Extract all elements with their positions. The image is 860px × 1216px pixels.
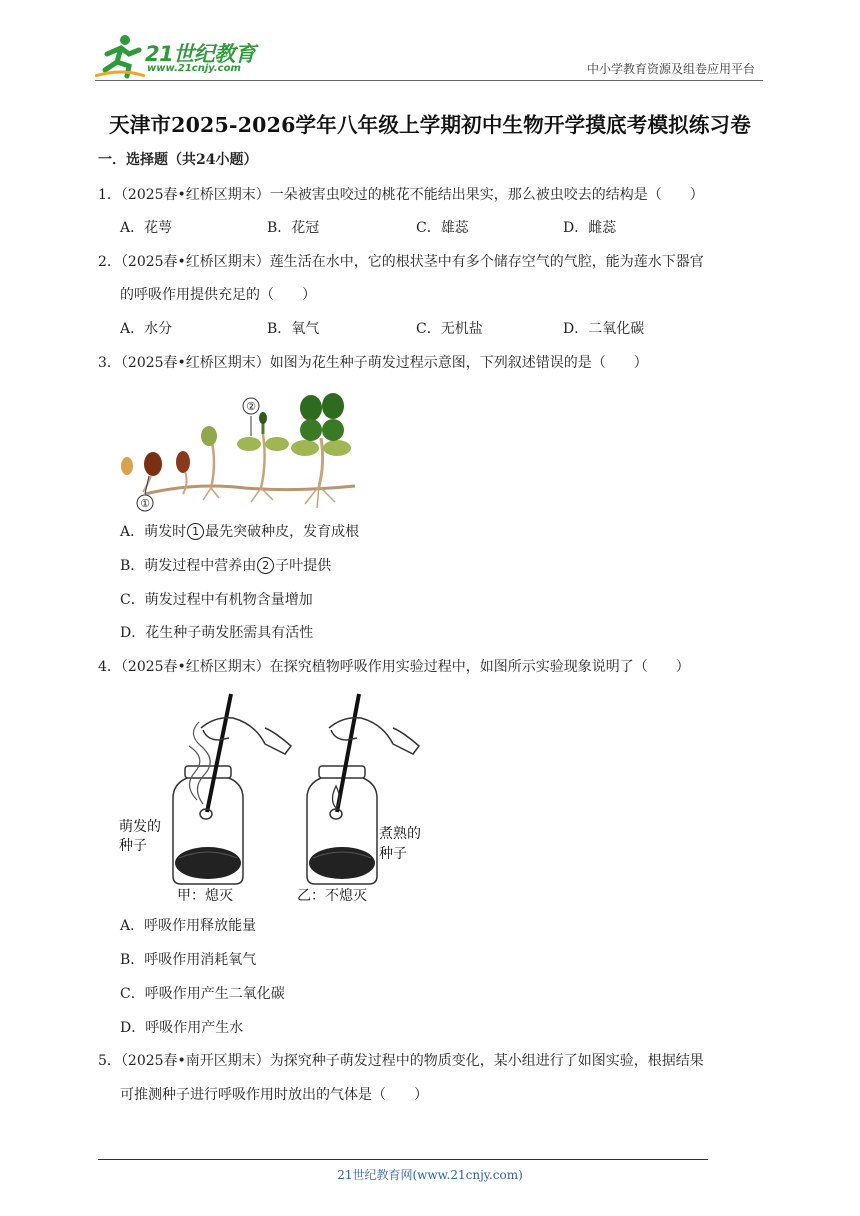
jar-left <box>173 766 243 884</box>
question-number: 5． <box>98 1053 121 1069</box>
question-number: 2． <box>98 254 121 270</box>
seed-stage-2 <box>144 452 162 476</box>
option-c: C．雄蕊 <box>416 220 469 236</box>
question-4 <box>98 657 690 677</box>
option-text: 最先突破种皮，发育成根 <box>205 524 360 540</box>
logo-text: 21世纪教育 <box>145 42 256 66</box>
option-a: A．花萼 <box>120 220 173 236</box>
option-c: C．萌发过程中有机物含量增加 <box>120 592 313 608</box>
figure-label-1: ① <box>140 497 150 510</box>
respiration-experiment-figure <box>115 688 435 906</box>
option-b: B．氧气 <box>267 321 320 337</box>
question-3 <box>98 353 648 373</box>
option-d: D．呼吸作用产生水 <box>120 1020 244 1036</box>
question-text: （2025春•红桥区期末）如图为花生种子萌发过程示意图，下列叙述错误的是（ ） <box>120 355 648 371</box>
platform-name: 中小学教育资源及组卷应用平台 <box>586 62 755 76</box>
question-text: （2025春•红桥区期末）一朵被害虫咬过的桃花不能结出果实，那么被虫咬去的结构是（ ） <box>120 187 704 203</box>
option-a: A．呼吸作用释放能量 <box>120 918 257 934</box>
question-1 <box>98 185 704 205</box>
question-2 <box>98 252 704 272</box>
left-seed-label-2: 种子 <box>119 838 147 854</box>
option-text: B．萌发过程中营养由 <box>120 558 257 574</box>
question-5 <box>98 1051 704 1071</box>
marker-circle-2: 2 <box>257 557 274 574</box>
option-text: 子叶提供 <box>275 558 332 574</box>
right-seed-label-1: 煮熟的 <box>379 826 421 842</box>
option-b: B．呼吸作用消耗氧气 <box>120 952 257 968</box>
figure-label-2: ② <box>246 400 256 413</box>
section-heading: 一．选择题（共24小题） <box>98 152 258 168</box>
page-title: 天津市2025-2026学年八年级上学期初中生物开学摸底考模拟练习卷 <box>109 113 751 137</box>
runner-logo-icon <box>95 32 147 80</box>
question-number: 1． <box>98 187 121 203</box>
option-b <box>120 556 331 576</box>
right-seed-label-2: 种子 <box>379 846 407 862</box>
left-caption: 甲：熄灭 <box>177 888 233 904</box>
footer-text: 21世纪教育网(www.21cnjy.com) <box>337 1168 523 1182</box>
question-text: （2025春•南开区期末）为探究种子萌发过程中的物质变化，某小组进行了如图实验，根据结果 <box>120 1053 704 1069</box>
option-c: C．无机盐 <box>416 321 483 337</box>
page-header <box>95 30 763 82</box>
peanut-germination-figure <box>115 382 365 514</box>
question-number: 4． <box>98 659 121 675</box>
option-d: D．花生种子萌发胚需具有活性 <box>120 625 314 641</box>
marker-circle-1: 1 <box>187 523 204 540</box>
right-caption: 乙：不熄灭 <box>297 888 367 904</box>
left-seed-label-1: 萌发的 <box>119 819 161 835</box>
question-text: （2025春•红桥区期末）莲生活在水中，它的根状茎中有多个储存空气的气腔，能为莲水下器官 <box>120 254 704 270</box>
question-number: 3． <box>98 355 121 371</box>
logo-url: www.21cnjy.com <box>147 63 241 74</box>
option-d: D．雌蕊 <box>563 220 617 236</box>
option-text: A．萌发时 <box>120 524 187 540</box>
header-divider <box>95 80 763 81</box>
option-a <box>120 522 359 542</box>
option-b: B．花冠 <box>267 220 320 236</box>
footer-divider <box>98 1159 708 1160</box>
logo <box>95 32 265 80</box>
question-2-continued: 的呼吸作用提供充足的（ ） <box>120 287 316 303</box>
option-a: A．水分 <box>120 321 173 337</box>
option-c: C．呼吸作用产生二氧化碳 <box>120 986 285 1002</box>
question-5-continued: 可推测种子进行呼吸作用时放出的气体是（ ） <box>120 1087 428 1103</box>
seed-stage-1 <box>121 457 133 475</box>
question-text: （2025春•红桥区期末）在探究植物呼吸作用实验过程中，如图所示实验现象说明了（ ） <box>120 659 690 675</box>
option-d: D．二氧化碳 <box>563 321 645 337</box>
